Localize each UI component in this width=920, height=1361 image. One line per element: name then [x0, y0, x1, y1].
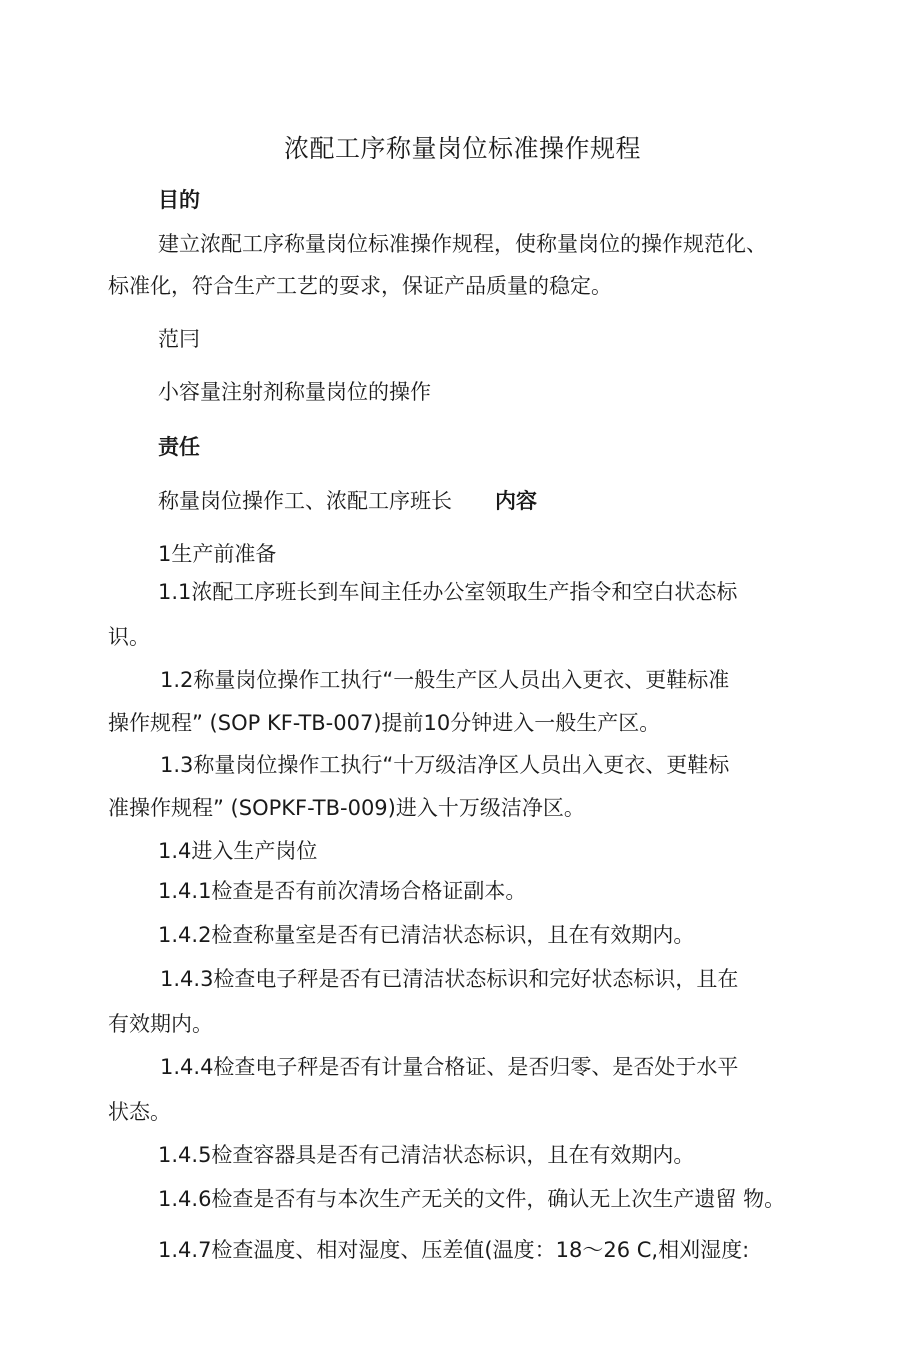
section-1-1-line-1: 1.1浓配工序班长到车间主任办公室领取生产指令和空白状态标	[158, 580, 738, 604]
section-1-2-line-2: 操作规程” (SOP KF-TB-007)提前10分钟进入一般生产区。	[108, 711, 661, 735]
section-1-4-3-line-1: 1.4.3检查电子秤是否有已清洁状态标识和完好状态标识，且在	[160, 967, 739, 991]
section-1-2-line-1: 1.2称量岗位操作工执行“一般生产区人员出入更衣、更鞋标准	[160, 668, 730, 692]
section-1-3-line-2: 准操作规程” (SOPKF-TB-009)进入十万级洁净区。	[108, 796, 585, 820]
section-1-4-4-line-1: 1.4.4检查电子秤是否有计量合格证、是否归零、是否处于水平	[160, 1055, 739, 1079]
section-1-4-3-line-2: 有效期内。	[108, 1012, 213, 1036]
content-heading: 内容	[495, 489, 537, 513]
section-1-4-4-line-2: 状态。	[108, 1100, 171, 1124]
section-1: 1生产前准备	[158, 542, 277, 566]
section-1-4-1: 1.4.1检查是否有前次清场合格证副本。	[158, 879, 527, 903]
section-1-1-line-2: 识。	[108, 625, 150, 649]
scope-text: 小容量注射剂称量岗位的操作	[158, 380, 431, 404]
purpose-text-line-1: 建立浓配工序称量岗位标准操作规程，使称量岗位的操作规范化、	[158, 232, 767, 256]
responsibility-text: 称量岗位操作工、浓配工序班长	[158, 489, 452, 513]
section-1-4-5: 1.4.5检查容器具是否有己清洁状态标识，且在有效期内。	[158, 1143, 695, 1167]
section-1-4: 1.4进入生产岗位	[158, 839, 318, 863]
purpose-heading: 目的	[158, 188, 200, 212]
document-title: 浓配工序称量岗位标准操作规程	[284, 134, 642, 163]
section-1-4-6: 1.4.6检查是否有与本次生产无关的文件，确认无上次生产遗留 物。	[158, 1187, 786, 1211]
section-1-4-2: 1.4.2检查称量室是否有已清洁状态标识，且在有效期内。	[158, 923, 695, 947]
responsibility-heading: 责任	[158, 435, 200, 459]
section-1-4-7: 1.4.7检查温度、相对湿度、压差值(温度：18～26 C,相刈湿度:	[158, 1238, 750, 1262]
purpose-text-line-2: 标准化，符合生产工艺的耍求，保证产品质量的稳定。	[108, 274, 612, 298]
section-1-3-line-1: 1.3称量岗位操作工执行“十万级洁净区人员出入更衣、更鞋标	[160, 753, 730, 777]
scope-heading: 范冃	[158, 327, 200, 351]
